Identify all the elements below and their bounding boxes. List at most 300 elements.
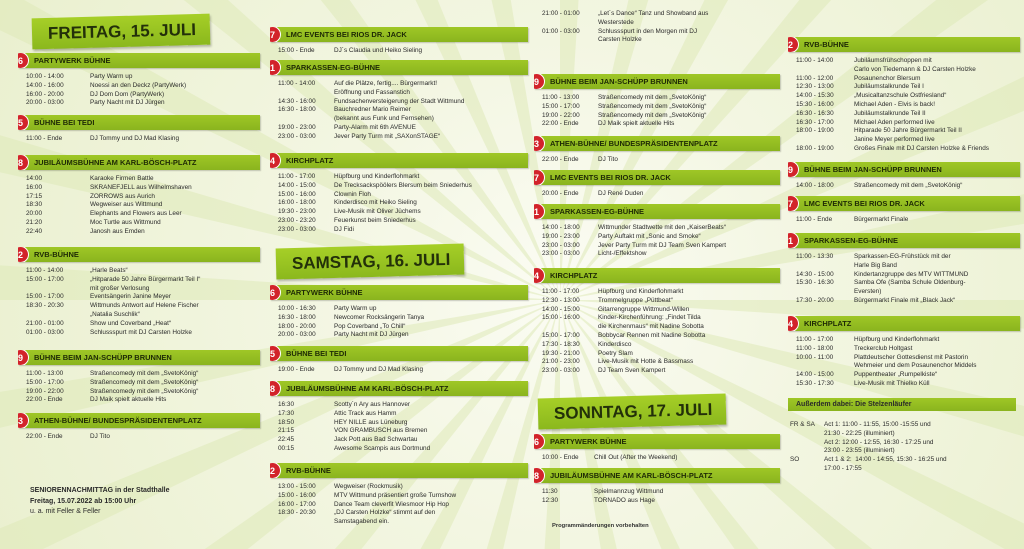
row-event: DJ Tito: [598, 156, 618, 163]
row-time: 20:00 - 03:00: [26, 99, 64, 107]
stage-section: [784, 196, 1020, 225]
row-time: 19:00 - 22:00: [26, 387, 64, 395]
row-time: [26, 311, 90, 320]
row-event: Live-Musik mit Oliver Jüchems: [334, 208, 421, 216]
schedule-row: [796, 145, 1020, 154]
schedule-row: [26, 228, 260, 237]
schedule-row: [542, 454, 780, 463]
row-event: „Harle Beats“: [90, 267, 128, 274]
stage-rows: [784, 57, 1020, 154]
row-time: [796, 288, 854, 297]
stage-header: [270, 346, 528, 361]
schedule-row: [278, 427, 528, 436]
row-time: [796, 262, 854, 271]
row-time: 14:00 - 16:00: [26, 81, 64, 89]
row-time: 23:00 - 03:00: [278, 225, 316, 233]
row-time: [542, 323, 598, 332]
schedule-row: [278, 199, 528, 208]
schedule-row: [542, 367, 780, 376]
row-time: 11:00 - 14:00: [278, 80, 316, 87]
row-time: 13:00 - 15:00: [278, 483, 316, 490]
row-time: 21:00 - 01:00: [542, 10, 580, 17]
stage-title: JUBILÄUMSBÜHNE AM KARL-BÖSCH-PLATZ: [34, 158, 197, 167]
row-event: Hüpfburg und Kinderflohmarkt: [334, 173, 420, 180]
schedule-row: [278, 323, 528, 332]
row-event: Jubiläumstalkrunde Teil II: [854, 109, 926, 117]
schedule-row: [26, 329, 260, 338]
stage-number-badge: 5: [18, 115, 29, 130]
schedule-row: [278, 509, 528, 518]
stage-number-badge: 9: [788, 162, 799, 177]
stilt-walkers-header: Außerdem dabei: Die Stelzenläufer: [788, 398, 1016, 411]
schedule-row: [26, 193, 260, 202]
stage-header: [270, 463, 528, 478]
row-time: 15:30 - 17:30: [796, 379, 834, 387]
schedule-row: [278, 445, 528, 454]
stage-header: [18, 350, 260, 365]
row-time: 18:30 - 20:30: [278, 509, 316, 517]
stage-number-badge: 4: [270, 153, 281, 168]
stage-rows: [266, 47, 528, 56]
schedule-row: [26, 135, 260, 144]
saturday-rvb-continued: [530, 5, 780, 45]
stage-header: [788, 162, 1020, 177]
schedule-row: [542, 332, 780, 341]
row-event: DJ Team Sven Kampert: [598, 367, 666, 375]
row-event: Westerstede: [598, 18, 634, 26]
schedule-row: [796, 182, 1020, 191]
row-time: 23:00 - 03:00: [278, 132, 316, 140]
row-time: 14:00 - 15:00: [796, 371, 834, 379]
stage-title: LMC EVENTS BEI RIOS DR. JACK: [804, 199, 925, 208]
stage-title: RVB-BÜHNE: [804, 40, 849, 49]
stage-number-badge: 5: [270, 346, 281, 361]
row-event: Fundsachenversteigerung der Stadt Wittmund: [334, 97, 465, 105]
column-friday-saturday: [266, 0, 528, 549]
row-event: MTV Wittmund präsentiert große Turnshow: [334, 491, 457, 499]
row-time: 23:00 - 23:20: [278, 216, 316, 224]
row-event: DJ Maik spielt aktuelle Hits: [598, 120, 675, 128]
row-event: Straßencomedy mit dem „SvetoKönig“: [598, 102, 707, 110]
schedule-row: [26, 320, 260, 329]
program-changes-note: Programmänderungen vorbehalten: [552, 523, 649, 529]
schedule-row: [796, 354, 1020, 363]
stage-title: ATHEN-BÜHNE/ BUNDESPRÄSIDENTENPLATZ: [34, 416, 202, 425]
stage-header: [18, 53, 260, 68]
row-event: Kinder-Kirchenführung: „Findet Tilda: [598, 314, 701, 322]
row-event: Act 1 & 2: 14:00 - 14:55, 15:30 - 16:25 und: [824, 456, 947, 464]
row-event: Spielmannzug Wittmund: [594, 488, 664, 495]
row-time: [278, 89, 334, 98]
row-event: Bürgermarkt Finale: [854, 216, 909, 223]
stage-rows: [266, 305, 528, 340]
row-event: Großes Finale mit DJ Carsten Holzke & Friends: [854, 144, 989, 152]
row-event: VON GRAMBUSCH aus Bremen: [334, 427, 428, 435]
stage-number-badge: 8: [534, 468, 545, 483]
schedule-row: [542, 10, 780, 19]
schedule-row: [790, 439, 1020, 448]
row-event: Party Auftakt mit „Sonic and Smoke“: [598, 232, 701, 240]
row-time: [790, 447, 824, 456]
row-time: 11:00 - 13:30: [796, 253, 834, 260]
row-time: 15:00 - 17:00: [26, 293, 64, 301]
row-event: Wittmunds Antwort auf Helene Fischer: [90, 302, 199, 310]
row-event: „Natalia Suschlik“: [90, 310, 140, 318]
row-event: Auf die Plätze, fertig.... Bürgermarkt!: [334, 80, 438, 87]
stage-title: KIRCHPLATZ: [804, 319, 852, 328]
row-event: Harle Big Band: [854, 261, 897, 269]
row-time: 14:30 - 15:00: [796, 270, 834, 278]
schedule-row: [278, 410, 528, 419]
row-event: Wittmunder Stadtwette mit den „KaiserBeats“: [598, 224, 726, 231]
row-time: 11:00 - 14:00: [26, 267, 64, 274]
row-event: TORNADO aus Hage: [594, 496, 655, 504]
stage-number-badge: 6: [18, 53, 29, 68]
row-time: 11:00 - 17:00: [542, 288, 580, 295]
row-event: De Trecksackspöölers Blersum beim Sniederhus: [334, 181, 472, 189]
row-event: DJ René Duden: [598, 190, 644, 197]
row-time: 22:00 - Ende: [26, 433, 63, 440]
schedule-row: [542, 156, 780, 165]
schedule-row: [796, 66, 1020, 75]
stage-title: SPARKASSEN-EG-BÜHNE: [286, 63, 381, 72]
row-time: 14:00 - 18:00: [542, 224, 580, 231]
stage-title: BÜHNE BEI TEDI: [286, 349, 347, 358]
row-time: 22:00 - Ende: [542, 120, 579, 128]
stage-header: [18, 155, 260, 170]
row-time: 17:30 - 20:00: [796, 296, 834, 304]
row-event: Kinderdisco mit Heiko Sieling: [334, 199, 417, 207]
row-event: Wehmeier und dem Posaunenchor Middels: [854, 362, 977, 370]
row-time: 15:00 - 17:00: [26, 275, 64, 283]
stage-header: [788, 316, 1020, 331]
row-time: 15:00 - Ende: [278, 47, 315, 54]
schedule-row: [278, 217, 528, 226]
schedule-row: [542, 242, 780, 251]
stage-section: [784, 37, 1020, 154]
schedule-row: [26, 99, 260, 108]
stage-number-badge: 8: [270, 381, 281, 396]
schedule-row: [796, 110, 1020, 119]
row-event: die Kirchenmaus“ mit Nadine Sobotta: [598, 323, 704, 331]
stage-rows: [14, 175, 260, 237]
schedule-row: [542, 28, 780, 37]
row-event: Poetry Slam: [598, 349, 633, 357]
row-event: Straßencomedy mit dem „SvetoKönig“: [90, 378, 199, 386]
schedule-row: [796, 136, 1020, 145]
row-event: Plattdeutscher Gottesdienst mit Pastorin: [854, 353, 969, 361]
schedule-row: [278, 366, 528, 375]
row-event: Carlo von Tiedemann & DJ Carsten Holzke: [854, 65, 976, 73]
schedule-row: [542, 488, 780, 497]
stage-rows: [266, 173, 528, 235]
row-time: [278, 518, 334, 527]
schedule-row: [26, 311, 260, 320]
schedule-row: [278, 401, 528, 410]
row-event: Party Warm up: [334, 305, 377, 312]
row-event: Schlussspurt in den Morgen mit DJ: [598, 27, 698, 35]
row-event: Party Nacht mit DJ Jürgen: [90, 99, 165, 107]
row-time: 17:30 - 18:30: [542, 340, 580, 348]
schedule-row: [278, 226, 528, 235]
row-time: 16:30 - 18:00: [278, 313, 316, 321]
row-time: 15:00 - 17:00: [542, 102, 580, 110]
schedule-row: [278, 314, 528, 323]
row-time: 21:20: [26, 218, 42, 226]
schedule-row: [26, 276, 260, 285]
schedule-row: [278, 501, 528, 510]
row-time: [790, 439, 824, 448]
schedule-row: [26, 219, 260, 228]
schedule-row: [278, 305, 528, 314]
row-time: 12:30 - 13:00: [796, 83, 834, 91]
schedule-row: [278, 115, 528, 124]
schedule-row: [796, 288, 1020, 297]
row-event: „Hitparade 50 Jahre Bürgermarkt Teil I“: [90, 275, 201, 283]
day-title-friday: FREITAG, 15. JULI: [32, 14, 211, 50]
stage-section: [266, 153, 528, 235]
row-time: [796, 66, 854, 75]
schedule-row: [796, 127, 1020, 136]
row-event: Clownin Floh: [334, 190, 371, 198]
stage-header: [270, 27, 528, 42]
schedule-row: [26, 73, 260, 82]
schedule-row: [542, 350, 780, 359]
row-time: 10:00 - 14:00: [26, 73, 64, 80]
schedule-row: [278, 436, 528, 445]
row-event: Kindertanzgruppe des MTV WITTMUND: [854, 270, 969, 278]
stage-header: [18, 413, 260, 428]
stage-rows: [14, 135, 260, 144]
stage-rows: [784, 216, 1020, 225]
stage-header: [270, 60, 528, 75]
row-time: [790, 465, 824, 474]
row-time: 20:00 - Ende: [542, 190, 579, 197]
row-time: 15:00 - 17:00: [542, 331, 580, 339]
stage-number-badge: 2: [270, 463, 281, 478]
row-event: Michael Aden performed live: [854, 118, 935, 126]
stage-rows: [530, 454, 780, 463]
row-time: 18:00 - 19:00: [796, 144, 834, 152]
schedule-row: [796, 216, 1020, 225]
schedule-row: [542, 94, 780, 103]
schedule-row: [542, 306, 780, 315]
senior-line-3: u. a. mit Feller & Feller: [30, 508, 101, 515]
stage-number-badge: 4: [534, 268, 545, 283]
stage-section: [266, 381, 528, 454]
row-time: 11:00 - Ende: [26, 135, 63, 142]
stage-number-badge: 9: [18, 350, 29, 365]
stage-header: [270, 285, 528, 300]
row-event: Samstagabend ein.: [334, 518, 390, 526]
stage-number-badge: 3: [534, 136, 545, 151]
schedule-row: [278, 173, 528, 182]
stage-section: [266, 60, 528, 142]
schedule-row: [796, 75, 1020, 84]
stage-title: BÜHNE BEI TEDI: [34, 118, 95, 127]
row-time: 23:00 - 03:00: [542, 367, 580, 375]
row-time: 22:40: [26, 227, 42, 235]
row-event: Bürgermarkt Finale mit „Black Jack“: [854, 296, 956, 304]
stage-title: JUBILÄUMSBÜHNE AM KARL-BÖSCH-PLATZ: [286, 384, 449, 393]
row-event: Party Nacht mit DJ Jürgen: [334, 331, 409, 339]
row-event: „DJ Carsten Holzke“ stimmt auf den: [334, 509, 436, 517]
stage-rows: [530, 94, 780, 129]
row-event: Scotty´n Ary aus Hannover: [334, 401, 411, 408]
stage-rows: [784, 182, 1020, 191]
stage-section: [266, 285, 528, 340]
row-time: 19:00 - 22:00: [542, 111, 580, 119]
row-time: 21:00 - 01:00: [26, 319, 64, 327]
stage-title: PARTYWERK BÜHNE: [550, 437, 627, 446]
row-time: 12:30 - 13:00: [542, 296, 580, 304]
stilt-walkers-list: [784, 416, 1020, 474]
row-event: Act 2: 12:00 - 12:55, 16:30 - 17:25 und: [824, 438, 934, 446]
row-time: 17:15: [26, 192, 42, 200]
row-time: 16:00 - 18:00: [278, 199, 316, 207]
schedule-row: [26, 91, 260, 100]
schedule-row: [278, 492, 528, 501]
row-event: Straßencomedy mit dem „SvetoKönig“: [854, 182, 963, 189]
stage-header: [534, 204, 780, 219]
stage-title: LMC EVENTS BEI RIOS DR. JACK: [550, 173, 671, 182]
schedule-row: [796, 380, 1020, 389]
stage-title: PARTYWERK BÜHNE: [286, 288, 363, 297]
schedule-row: [796, 279, 1020, 288]
stage-section: [784, 316, 1020, 389]
row-time: 01:00 - 03:00: [26, 328, 64, 336]
schedule-row: [790, 465, 1020, 474]
row-time: 15:30 - 16:00: [796, 100, 834, 108]
schedule-row: [796, 101, 1020, 110]
row-time: 15:00 - 16:00: [542, 314, 580, 322]
stage-title: BÜHNE BEIM JAN-SCHÜPP BRUNNEN: [34, 353, 172, 362]
column-friday: [14, 0, 260, 549]
stage-header: [534, 136, 780, 151]
row-event: DJ Maik spielt aktuelle Hits: [90, 396, 167, 404]
row-event: 17:00 - 17:55: [824, 464, 862, 472]
schedule-row: [26, 175, 260, 184]
schedule-row: [542, 358, 780, 367]
stage-header: [534, 74, 780, 89]
stage-rows: [266, 401, 528, 454]
row-event: DJ Tito: [90, 433, 110, 440]
row-event: Janosh aus Emden: [90, 227, 145, 235]
row-time: 11:00 - 18:00: [796, 344, 834, 352]
schedule-row: [542, 112, 780, 121]
stage-number-badge: 6: [534, 434, 545, 449]
stage-number-badge: 7: [788, 196, 799, 211]
row-event: Jubiläumstalkrunde Teil I: [854, 83, 924, 91]
row-event: Awesome Scampis aus Dortmund: [334, 444, 431, 452]
stage-header: [788, 196, 1020, 211]
row-event: Michael Aden - Elvis is back!: [854, 100, 935, 108]
row-event: Wegweiser aus Wittmund: [90, 201, 163, 209]
stage-section: [784, 233, 1020, 306]
row-event: Sparkassen-EG-Frühstück mit der: [854, 253, 951, 260]
stage-rows: [530, 488, 780, 506]
row-time: 21:15: [278, 427, 294, 435]
row-event: Live-Musik mit Thielko Küll: [854, 379, 930, 387]
row-time: 18:30 - 20:30: [26, 302, 64, 310]
stage-rows: [784, 336, 1020, 389]
row-time: 20:00 - 03:00: [278, 331, 316, 339]
stage-rows: [530, 224, 780, 259]
row-event: Hüpfburg und Kinderflohmarkt: [854, 336, 940, 343]
schedule-row: [796, 83, 1020, 92]
schedule-row: [796, 92, 1020, 101]
row-event: (bekannt aus Funk und Fernsehen): [334, 115, 434, 123]
row-time: 17:30: [278, 409, 294, 417]
row-event: Show und Coverband „Heat“: [90, 319, 171, 327]
schedule-row: [542, 190, 780, 199]
row-time: [26, 285, 90, 294]
row-time: 20:00: [26, 210, 42, 218]
row-time: 18:30: [26, 201, 42, 209]
stage-title: LMC EVENTS BEI RIOS DR. JACK: [286, 30, 407, 39]
stage-rows: [530, 288, 780, 376]
row-event: Straßencomedy mit dem „SvetoKönig“: [598, 111, 707, 119]
stage-title: JUBILÄUMSBÜHNE AM KARL-BÖSCH-PLATZ: [550, 471, 713, 480]
schedule-row: [278, 80, 528, 89]
schedule-row: [278, 182, 528, 191]
stage-title: BÜHNE BEIM JAN-SCHÜPP BRUNNEN: [804, 165, 942, 174]
row-time: 16:00: [26, 183, 42, 191]
stage-number-badge: 4: [788, 316, 799, 331]
schedule-row: [796, 345, 1020, 354]
stage-section: [14, 155, 260, 237]
row-event: „Musicaltanzschule Ostfriesland“: [854, 92, 947, 100]
schedule-row: [278, 106, 528, 115]
stage-number-badge: 1: [534, 204, 545, 219]
day-title-sunday: SONNTAG, 17. JULI: [538, 394, 727, 430]
row-event: Attic Track aus Hamm: [334, 409, 397, 417]
row-event: Moc Turtle aus Wittmund: [90, 218, 161, 226]
row-event: Newcomer Rocksängerin Tanya: [334, 313, 425, 321]
row-time: 10:00 - 16:30: [278, 305, 316, 312]
row-time: 16:00 - 20:00: [26, 90, 64, 98]
row-time: [542, 19, 598, 28]
schedule-row: [278, 191, 528, 200]
row-time: 16:30 - 16:30: [796, 109, 834, 117]
schedule-row: [542, 497, 780, 506]
row-event: 23:00 - 23:55 (illuminiert): [824, 447, 895, 455]
schedule-row: [542, 36, 780, 45]
schedule-row: [542, 103, 780, 112]
row-time: 15:00 - 17:00: [26, 378, 64, 386]
row-event: Eröffnung und Fassanstich: [334, 88, 410, 96]
row-time: 19:30 - 23:00: [278, 208, 316, 216]
row-time: 10:00 - 11:00: [796, 353, 834, 361]
schedule-row: [542, 120, 780, 129]
row-time: 00:15: [278, 444, 294, 452]
stage-number-badge: 3: [18, 413, 29, 428]
stage-section: [266, 463, 528, 527]
stage-section: [530, 170, 780, 199]
row-event: Wegweiser (Rockmusik): [334, 483, 403, 490]
row-time: SO: [790, 456, 800, 464]
schedule-row: [278, 483, 528, 492]
row-event: Kinderdisco: [598, 340, 632, 348]
stage-header: [534, 268, 780, 283]
schedule-row: [26, 184, 260, 193]
row-time: 19:00 - 23:00: [542, 232, 580, 240]
stage-number-badge: 1: [270, 60, 281, 75]
schedule-row: [796, 336, 1020, 345]
schedule-row: [542, 341, 780, 350]
row-time: 22:00 - Ende: [542, 156, 579, 163]
row-event: Eventsängerin Janine Meyer: [90, 293, 171, 301]
